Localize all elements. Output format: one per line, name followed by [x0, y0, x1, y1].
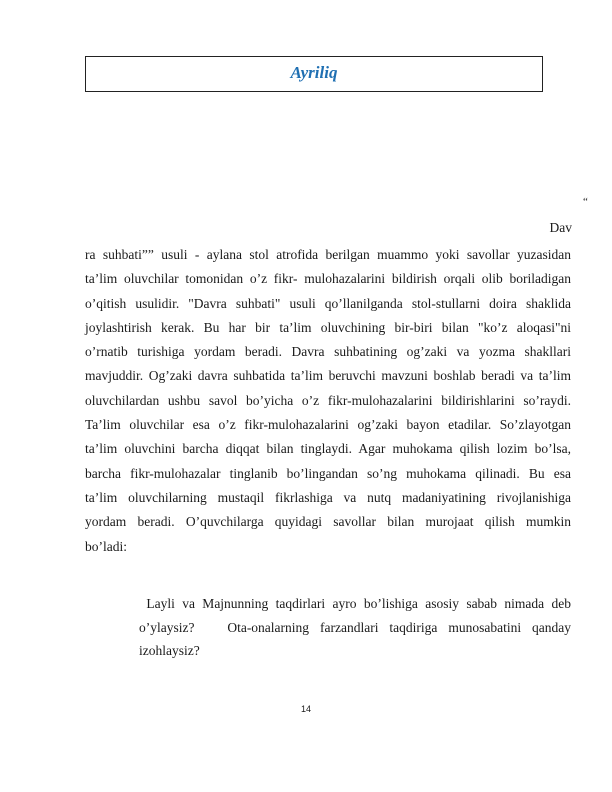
paragraph-line: bo’ladi: [85, 538, 127, 554]
paragraph-line: joylashtirish kerak. Bu har bir ta’lim oluvchining bir-biri bilan "ko’z aloqasi"ni [85, 319, 571, 335]
paragraph-line: mavjuddir. Og’zaki davra suhbatida ta’lim beruvchi mavzuni boshlab beradi va ta’lim [85, 368, 571, 384]
paragraph-line: yordam beradi. O’quvchilarga quyidagi savollar bilan murojaat qilish mumkin [85, 514, 571, 530]
paragraph-line: Ta’lim oluvchilar esa o’z fikr-mulohazalarini og’zaki bayon etadilar. So’zlayotgan [85, 417, 571, 433]
question-line: o’ylaysiz? Ota-onalarning farzandlari taqdiriga munosabatini qanday [139, 619, 571, 635]
paragraph-line: o’rnatib turishiga yordam beradi. Davra suhbatining og’zaki va yozma shakllari [85, 344, 571, 360]
paragraph-line: ta’lim oluvchilar tomonidan o’z fikr- mulohazalarini bildirish orqali olib boriladigan [85, 271, 571, 287]
paragraph-line: barcha fikr-mulohazalar tinglanib bo’lingandan so’ng muhokama qilinadi. Bu esa [85, 465, 571, 481]
paragraph-line: ta’lim oluvchilarning mustaqil fikrlashiga va nutq madaniyatining rivojlanishiga [85, 489, 571, 505]
page-number: 14 [300, 704, 311, 714]
question-block [139, 592, 571, 663]
paragraph-line: ra suhbati”” usuli - aylana stol atrofida berilgan muammo yoki savollar yuzasidan [85, 247, 571, 262]
paragraph-line: ta’lim oluvchini barcha diqqat bilan tinglaydi. Agar muhokama qilish lozim bo’lsa, [85, 441, 571, 457]
paragraph-line: oluvchilardan ushbu savol bo’yicha o’z fikr-mulohazalarini bildirishlarini so’raydi. [85, 392, 571, 408]
question-line: izohlaysiz? [139, 643, 200, 658]
body-paragraph [85, 243, 571, 559]
question-line: Layli va Majnunning taqdirlari ayro bo’lishiga asosiy sabab nimada deb [139, 596, 571, 611]
title-box [85, 56, 543, 92]
page-title: Ayriliq [290, 63, 338, 82]
paragraph-line: o’qitish usulidir. "Davra suhbati" usuli qo’llanilganda stol-stullarni doira shaklida [85, 295, 571, 311]
quote-mark: “ [583, 196, 588, 208]
heading-fragment: Dav [549, 220, 572, 235]
